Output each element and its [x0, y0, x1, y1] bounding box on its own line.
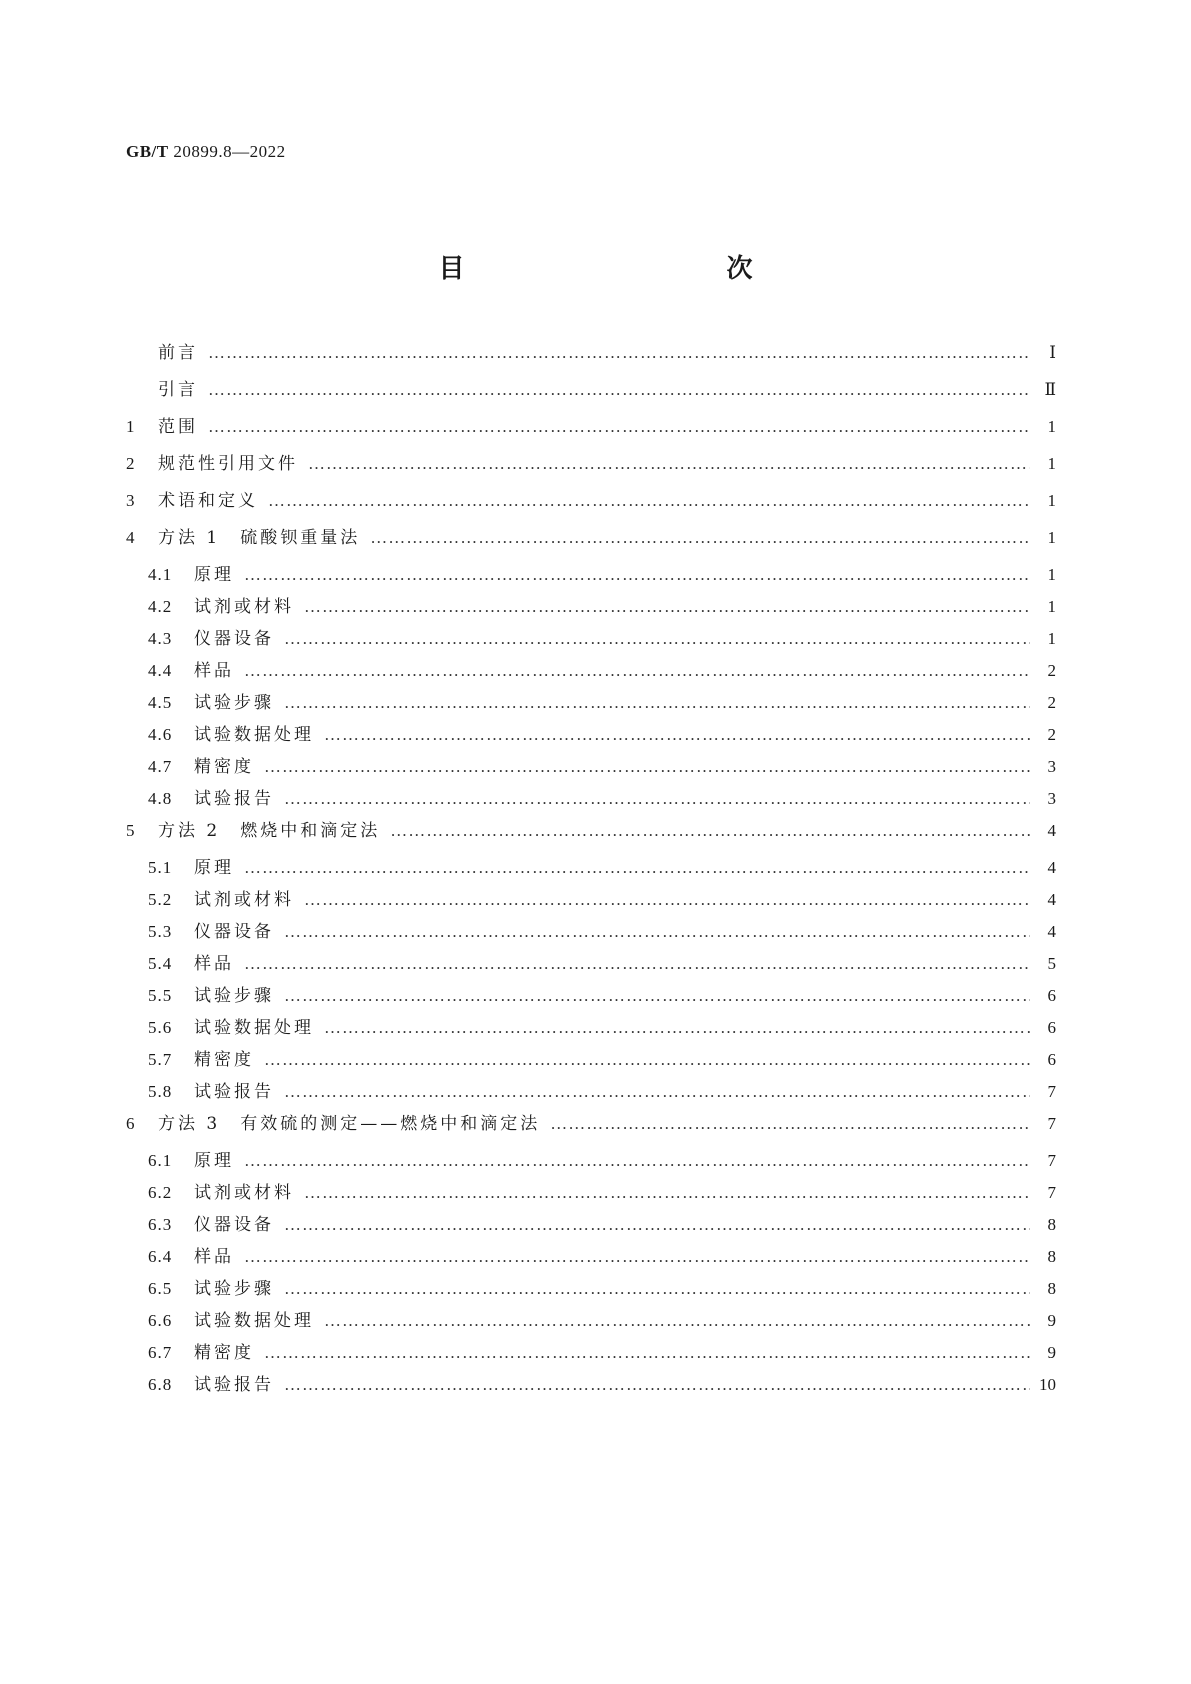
toc-entry-label: 原理	[194, 565, 234, 585]
toc-entry-label: 精密度	[194, 1343, 254, 1363]
toc-entry-page: 1	[1047, 491, 1056, 510]
toc-entry-number: 4.4	[148, 661, 173, 680]
toc-entry[interactable]	[126, 688, 1056, 720]
toc-entry-label: 引言	[158, 380, 198, 400]
toc-entry-page: 3	[1047, 789, 1056, 808]
toc-entry-label: 方法 2 燃烧中和滴定法	[158, 821, 381, 841]
toc-entry[interactable]	[126, 523, 1056, 560]
toc-leader-dots	[264, 757, 1030, 777]
toc-entry[interactable]	[126, 1274, 1056, 1306]
toc-entry-number: 3	[126, 491, 136, 510]
toc-entry-label: 样品	[194, 954, 234, 974]
toc-leader-dots	[304, 890, 1030, 910]
toc-entry-label: 试验报告	[194, 1082, 274, 1102]
toc-entry-page: 8	[1047, 1279, 1056, 1298]
toc-leader-dots	[390, 821, 1030, 841]
toc-entry-number: 5.1	[148, 858, 173, 877]
toc-entry-number: 6.8	[148, 1375, 173, 1394]
toc-entry-label: 仪器设备	[194, 629, 274, 649]
toc-entry-number: 1	[126, 417, 136, 436]
toc-entry-number: 6.2	[148, 1183, 173, 1202]
toc-entry-number: 6.5	[148, 1279, 173, 1298]
toc-entry-label: 范围	[158, 417, 198, 437]
toc-leader-dots	[284, 693, 1030, 713]
toc-entry-number: 6.3	[148, 1215, 173, 1234]
toc-entry-page: 8	[1047, 1247, 1056, 1266]
toc-leader-dots	[284, 922, 1030, 942]
toc-entry-label: 仪器设备	[194, 1215, 274, 1235]
toc-entry[interactable]	[126, 656, 1056, 688]
toc-entry-page: 10	[1039, 1375, 1056, 1394]
toc-entry-label: 精密度	[194, 1050, 254, 1070]
document-code-prefix: GB/T	[126, 142, 169, 161]
toc-entry-label: 试验数据处理	[194, 1018, 314, 1038]
toc-entry-page: 9	[1047, 1311, 1056, 1330]
toc-entry[interactable]	[126, 917, 1056, 949]
toc-entry-number: 4.2	[148, 597, 173, 616]
document-code	[126, 142, 286, 162]
toc-entry-label: 仪器设备	[194, 922, 274, 942]
toc-leader-dots	[324, 1311, 1030, 1331]
toc-leader-dots	[284, 1215, 1030, 1235]
toc-leader-dots	[244, 858, 1030, 878]
toc-entry-page: 4	[1047, 922, 1056, 941]
toc-entry-page: Ⅱ	[1044, 380, 1056, 399]
toc-leader-dots	[244, 954, 1030, 974]
toc-entry[interactable]	[126, 412, 1056, 449]
toc-entry-label: 试验数据处理	[194, 1311, 314, 1331]
toc-entry-page: 7	[1047, 1114, 1056, 1133]
toc-leader-dots	[244, 1247, 1030, 1267]
toc-entry-page: 7	[1047, 1151, 1056, 1170]
toc-entry[interactable]	[126, 624, 1056, 656]
toc-entry-number: 6.6	[148, 1311, 173, 1330]
toc-entry-page: 2	[1047, 661, 1056, 680]
toc-entry-page: Ⅰ	[1049, 343, 1056, 362]
toc-entry-number: 4.6	[148, 725, 173, 744]
toc-entry-page: 4	[1047, 821, 1056, 840]
toc-entry[interactable]	[126, 560, 1056, 592]
toc-entry-page: 1	[1047, 565, 1056, 584]
toc-entry-label: 试验报告	[194, 789, 274, 809]
toc-entry[interactable]	[126, 1146, 1056, 1178]
toc-entry-number: 4.5	[148, 693, 173, 712]
toc-entry-number: 5.3	[148, 922, 173, 941]
toc-entry-number: 2	[126, 454, 136, 473]
toc-entry-number: 5.8	[148, 1082, 173, 1101]
toc-entry-label: 原理	[194, 1151, 234, 1171]
toc-entry-label: 样品	[194, 1247, 234, 1267]
toc-entry-page: 7	[1047, 1183, 1056, 1202]
toc-entry-label: 试剂或材料	[194, 597, 294, 617]
toc-entry-page: 6	[1047, 1050, 1056, 1069]
toc-entry[interactable]	[126, 338, 1056, 375]
toc-entry-page: 8	[1047, 1215, 1056, 1234]
toc-leader-dots	[284, 1279, 1030, 1299]
toc-leader-dots	[244, 661, 1030, 681]
toc-entry-label: 样品	[194, 661, 234, 681]
toc-entry[interactable]	[126, 885, 1056, 917]
toc-leader-dots	[208, 380, 1030, 400]
toc-entry-number: 5.4	[148, 954, 173, 973]
toc-leader-dots	[244, 1151, 1030, 1171]
toc-entry-number: 6	[126, 1114, 136, 1133]
toc-entry[interactable]	[126, 592, 1056, 624]
toc-leader-dots	[284, 1375, 1030, 1395]
toc-entry-number: 6.4	[148, 1247, 173, 1266]
toc-entry[interactable]	[126, 1242, 1056, 1274]
toc-entry-label: 试剂或材料	[194, 1183, 294, 1203]
toc-entry-page: 6	[1047, 986, 1056, 1005]
toc-entry-number: 6.7	[148, 1343, 173, 1362]
toc-leader-dots	[324, 725, 1030, 745]
toc-entry-page: 1	[1047, 629, 1056, 648]
toc-entry[interactable]	[126, 784, 1056, 816]
toc-entry[interactable]	[126, 1109, 1056, 1146]
toc-entry-label: 试验步骤	[194, 1279, 274, 1299]
toc-entry-label: 方法 1 硫酸钡重量法	[158, 528, 361, 548]
toc-entry-page: 5	[1047, 954, 1056, 973]
toc-entry-label: 试验步骤	[194, 693, 274, 713]
toc-entry-page: 2	[1047, 725, 1056, 744]
toc-leader-dots	[284, 986, 1030, 1006]
toc-leader-dots	[264, 1343, 1030, 1363]
toc-entry-label: 前言	[158, 343, 198, 363]
toc-entry-number: 5	[126, 821, 136, 840]
toc-entry[interactable]	[126, 1370, 1056, 1402]
toc-entry[interactable]	[126, 375, 1056, 412]
toc-leader-dots	[208, 343, 1030, 363]
toc-leader-dots	[308, 454, 1030, 474]
toc-title: 目 次	[438, 254, 823, 284]
toc-entry[interactable]	[126, 1077, 1056, 1109]
toc-entry-page: 1	[1047, 454, 1056, 473]
toc-entry-page: 9	[1047, 1343, 1056, 1362]
toc-entry[interactable]	[126, 752, 1056, 784]
toc-entry-page: 1	[1047, 597, 1056, 616]
toc-entry[interactable]	[126, 486, 1056, 523]
toc-entry-label: 试验步骤	[194, 986, 274, 1006]
toc-entry-page: 1	[1047, 417, 1056, 436]
toc-leader-dots	[304, 597, 1030, 617]
toc-leader-dots	[284, 789, 1030, 809]
toc-entry-label: 方法 3 有效硫的测定——燃烧中和滴定法	[158, 1114, 541, 1134]
toc-leader-dots	[304, 1183, 1030, 1203]
toc-entry-page: 6	[1047, 1018, 1056, 1037]
toc-entry[interactable]	[126, 720, 1056, 752]
toc-entry[interactable]	[126, 853, 1056, 885]
toc-entry-page: 4	[1047, 890, 1056, 909]
toc-entry[interactable]	[126, 1338, 1056, 1370]
toc-entry-number: 5.7	[148, 1050, 173, 1069]
toc-entry-page: 1	[1047, 528, 1056, 547]
toc-entry-number: 4.1	[148, 565, 173, 584]
toc-entry[interactable]	[126, 1178, 1056, 1210]
toc-entry-label: 原理	[194, 858, 234, 878]
toc-entry-page: 7	[1047, 1082, 1056, 1101]
toc-entry-number: 4.3	[148, 629, 173, 648]
toc-leader-dots	[244, 565, 1030, 585]
toc-entry-number: 5.5	[148, 986, 173, 1005]
toc-leader-dots	[264, 1050, 1030, 1070]
toc-leader-dots	[268, 491, 1030, 511]
toc-entry[interactable]	[126, 449, 1056, 486]
toc-leader-dots	[284, 629, 1030, 649]
toc-entry-number: 5.6	[148, 1018, 173, 1037]
toc-entry[interactable]	[126, 1045, 1056, 1077]
toc-entry-label: 规范性引用文件	[158, 454, 298, 474]
table-of-contents	[126, 338, 1056, 1402]
toc-entry-label: 试验报告	[194, 1375, 274, 1395]
toc-entry-page: 3	[1047, 757, 1056, 776]
toc-entry-label: 试剂或材料	[194, 890, 294, 910]
toc-entry-label: 术语和定义	[158, 491, 258, 511]
toc-entry[interactable]	[126, 1013, 1056, 1045]
toc-entry-page: 2	[1047, 693, 1056, 712]
toc-leader-dots	[208, 417, 1030, 437]
toc-entry[interactable]	[126, 1210, 1056, 1242]
toc-entry[interactable]	[126, 816, 1056, 853]
toc-entry[interactable]	[126, 981, 1056, 1013]
toc-entry-label: 精密度	[194, 757, 254, 777]
toc-entry-label: 试验数据处理	[194, 725, 314, 745]
toc-entry-page: 4	[1047, 858, 1056, 877]
toc-entry[interactable]	[126, 1306, 1056, 1338]
toc-entry-number: 4	[126, 528, 136, 547]
document-code-number: 20899.8—2022	[173, 142, 286, 161]
toc-leader-dots	[284, 1082, 1030, 1102]
toc-entry-number: 4.8	[148, 789, 173, 808]
toc-entry-number: 5.2	[148, 890, 173, 909]
toc-leader-dots	[324, 1018, 1030, 1038]
toc-leader-dots	[370, 528, 1030, 548]
toc-entry[interactable]	[126, 949, 1056, 981]
toc-leader-dots	[550, 1114, 1030, 1134]
toc-entry-number: 6.1	[148, 1151, 173, 1170]
toc-entry-number: 4.7	[148, 757, 173, 776]
